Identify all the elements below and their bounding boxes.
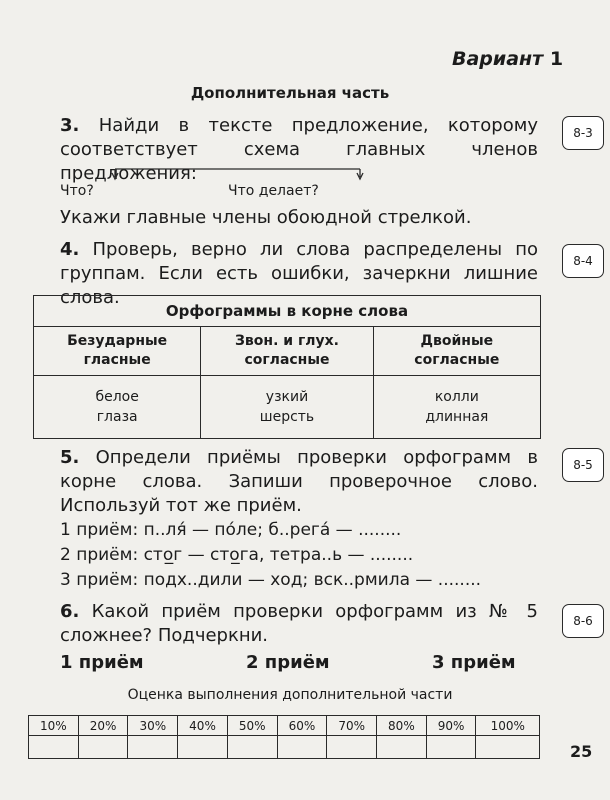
section-title: Дополнительная часть [190,84,390,102]
column-header-line: Двойные [420,333,494,349]
page-number: 25 [570,742,593,761]
task-5-badge: 8-5 [562,448,604,482]
word-cell [201,376,373,439]
task-6-text: Какой приём проверки орфограмм из № 5 сложнее? Подчеркни. [60,601,538,646]
column-header-line: Безударные [67,333,168,349]
score-percent: 70% [327,716,377,736]
word[interactable]: глаза [96,409,138,425]
score-cell[interactable] [128,736,178,759]
task-4-badge: 8-4 [562,244,604,278]
task-3-text: Найди в тексте предложение, которому соответствует схема главных членов предложения: [60,115,538,184]
score-percent: 50% [227,716,277,736]
variant-label [452,48,563,70]
choice-2[interactable]: 2 приём [246,652,330,673]
score-percent: 80% [377,716,427,736]
score-percent: 90% [426,716,476,736]
word[interactable]: узкий [265,389,309,405]
score-cell[interactable] [377,736,427,759]
task-3-number: 3. [60,115,80,136]
variant-text: Вариант [452,48,544,70]
column-header-line: согласные [414,352,500,368]
score-cell[interactable] [29,736,79,759]
task-6 [60,600,538,648]
score-percent: 10% [29,716,79,736]
word[interactable]: белое [95,389,139,405]
score-cell[interactable] [78,736,128,759]
word[interactable]: длинная [425,409,489,425]
task-5-number: 5. [60,447,80,468]
score-percent: 60% [277,716,327,736]
task-4-text: Проверь, верно ли слова распределены по группам. Если есть ошибки, зачеркни лишние слова. [60,239,538,308]
score-cell[interactable] [178,736,228,759]
orthogram-table-title: Орфограммы в корне слова [34,296,541,327]
word-cell [34,376,201,439]
score-cell[interactable] [476,736,540,759]
word[interactable]: колли [434,389,479,405]
task-6-badge: 8-6 [562,604,604,638]
score-table [28,715,540,759]
method-line-2[interactable]: 2 приём: сто̲г — сто̲га, тетра..ь — ........ [60,545,414,565]
task-3-badge: 8-3 [562,116,604,150]
word[interactable]: шерсть [259,409,315,425]
score-cell[interactable] [327,736,377,759]
scheme-subject: Что? [60,183,94,199]
task-5 [60,446,538,518]
score-percent: 100% [476,716,540,736]
column-header [201,327,373,376]
column-header-line: Звон. и глух. [234,333,339,349]
task-4-number: 4. [60,239,80,260]
score-percent: 30% [128,716,178,736]
word-cell [373,376,540,439]
variant-number: 1 [549,48,564,70]
method-line-3[interactable]: 3 приём: подх..дили — ход; вск..рмила — ........ [60,570,482,590]
score-cell[interactable] [277,736,327,759]
column-header-line: гласные [83,352,151,368]
column-header-line: согласные [244,352,330,368]
choice-3[interactable]: 3 приём [432,652,516,673]
score-cell[interactable] [227,736,277,759]
score-percent: 20% [78,716,128,736]
scheme-arrows [60,165,390,201]
task-5-text: Определи приёмы проверки орфограмм в корне слова. Запиши проверочное слово. Используй тот же приём. [60,447,538,516]
orthogram-table [33,295,541,439]
method-line-1[interactable]: 1 приём: п..ля́ — по́ле; б..рега́ — ........ [60,520,402,540]
scheme-predicate: Что делает? [228,183,319,199]
score-percent: 40% [178,716,228,736]
column-header [373,327,540,376]
choice-1[interactable]: 1 приём [60,652,144,673]
task-3-instruction: Укажи главные члены обоюдной стрелкой. [60,207,472,228]
score-cell[interactable] [426,736,476,759]
column-header [34,327,201,376]
score-title: Оценка выполнения дополнительной части [127,687,453,703]
task-6-number: 6. [60,601,80,622]
